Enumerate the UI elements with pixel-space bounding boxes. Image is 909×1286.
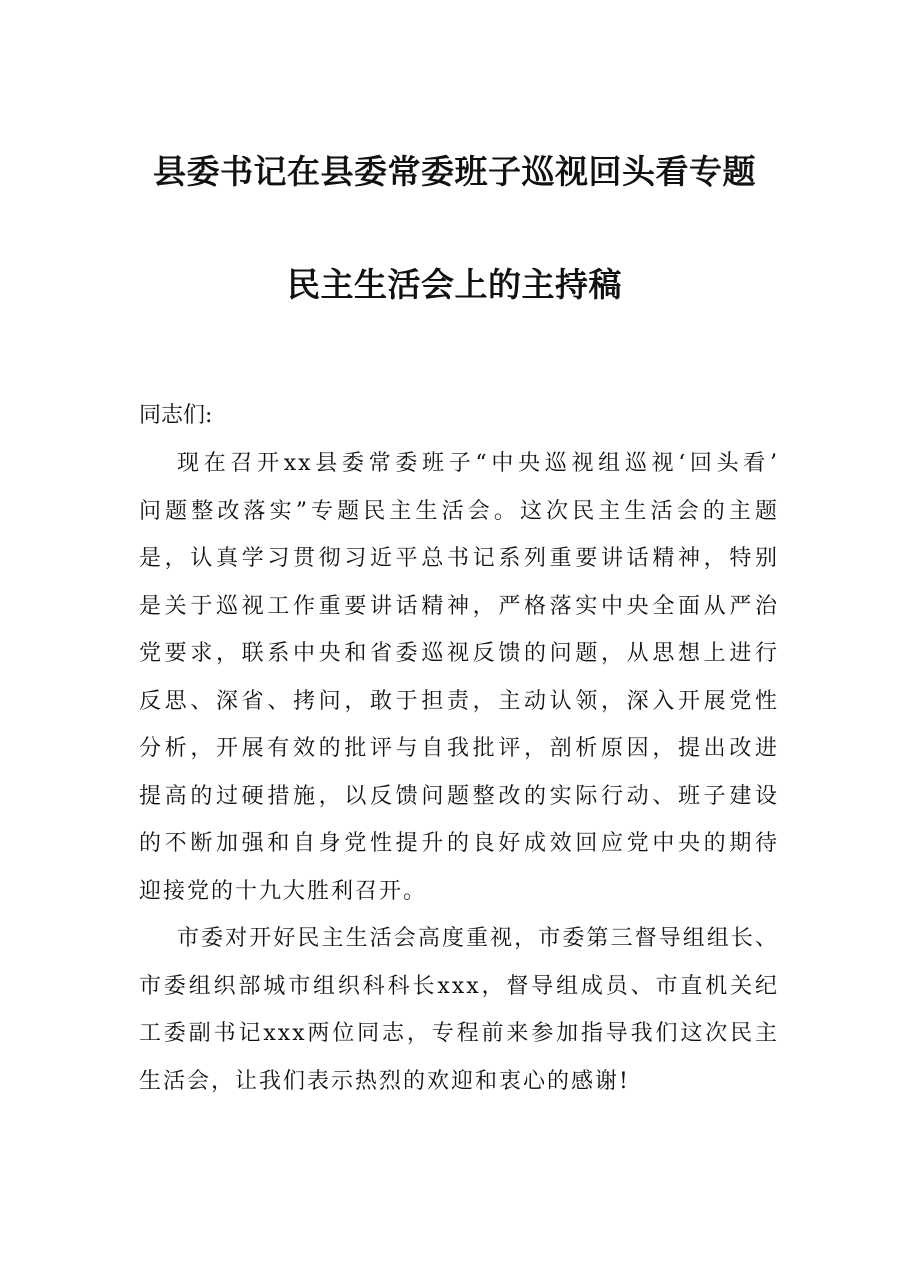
paragraph-line: 问题整改落实”专题民主生活会。这次民主生活会的主题	[139, 498, 779, 524]
paragraph-line: 反思、深省、拷问，敢于担责，主动认领，深入开展党性	[139, 688, 779, 714]
paragraph-line: 是关于巡视工作重要讲话精神，严格落实中央全面从严治	[139, 593, 779, 619]
paragraph-line: 是，认真学习贯彻习近平总书记系列重要讲话精神，特别	[139, 546, 779, 571]
paragraph-line: 市委对开好民主生活会高度重视，市委第三督导组组长、	[177, 926, 779, 951]
paragraph-line: 工委副书记xxx两位同志，专程前来参加指导我们这次民主	[139, 1021, 779, 1046]
document-title-line-2: 民主生活会上的主持稿	[287, 265, 622, 304]
paragraph-1	[139, 440, 779, 915]
paragraph-line: 现在召开xx县委常委班子“中央巡视组巡视‘回头看’	[177, 451, 779, 476]
paragraph-line: 迎接党的十九大胜利召开。	[139, 878, 428, 904]
document-title-line-1: 县委书记在县委常委班子巡视回头看专题	[153, 152, 756, 191]
paragraph-line: 党要求，联系中央和省委巡视反馈的问题，从思想上进行	[139, 641, 779, 666]
greeting: 同志们:	[139, 403, 213, 428]
paragraph-2	[139, 915, 779, 1105]
paragraph-line: 市委组织部城市组织科科长xxx，督导组成员、市直机关纪	[139, 973, 779, 999]
paragraph-line: 分析，开展有效的批评与自我批评，剖析原因，提出改进	[139, 736, 779, 761]
paragraph-line: 生活会，让我们表示热烈的欢迎和衷心的感谢!	[139, 1068, 630, 1094]
paragraph-line: 的不断加强和自身党性提升的良好成效回应党中央的期待	[139, 831, 779, 856]
paragraph-line: 提高的过硬措施，以反馈问题整改的实际行动、班子建设	[139, 783, 779, 809]
